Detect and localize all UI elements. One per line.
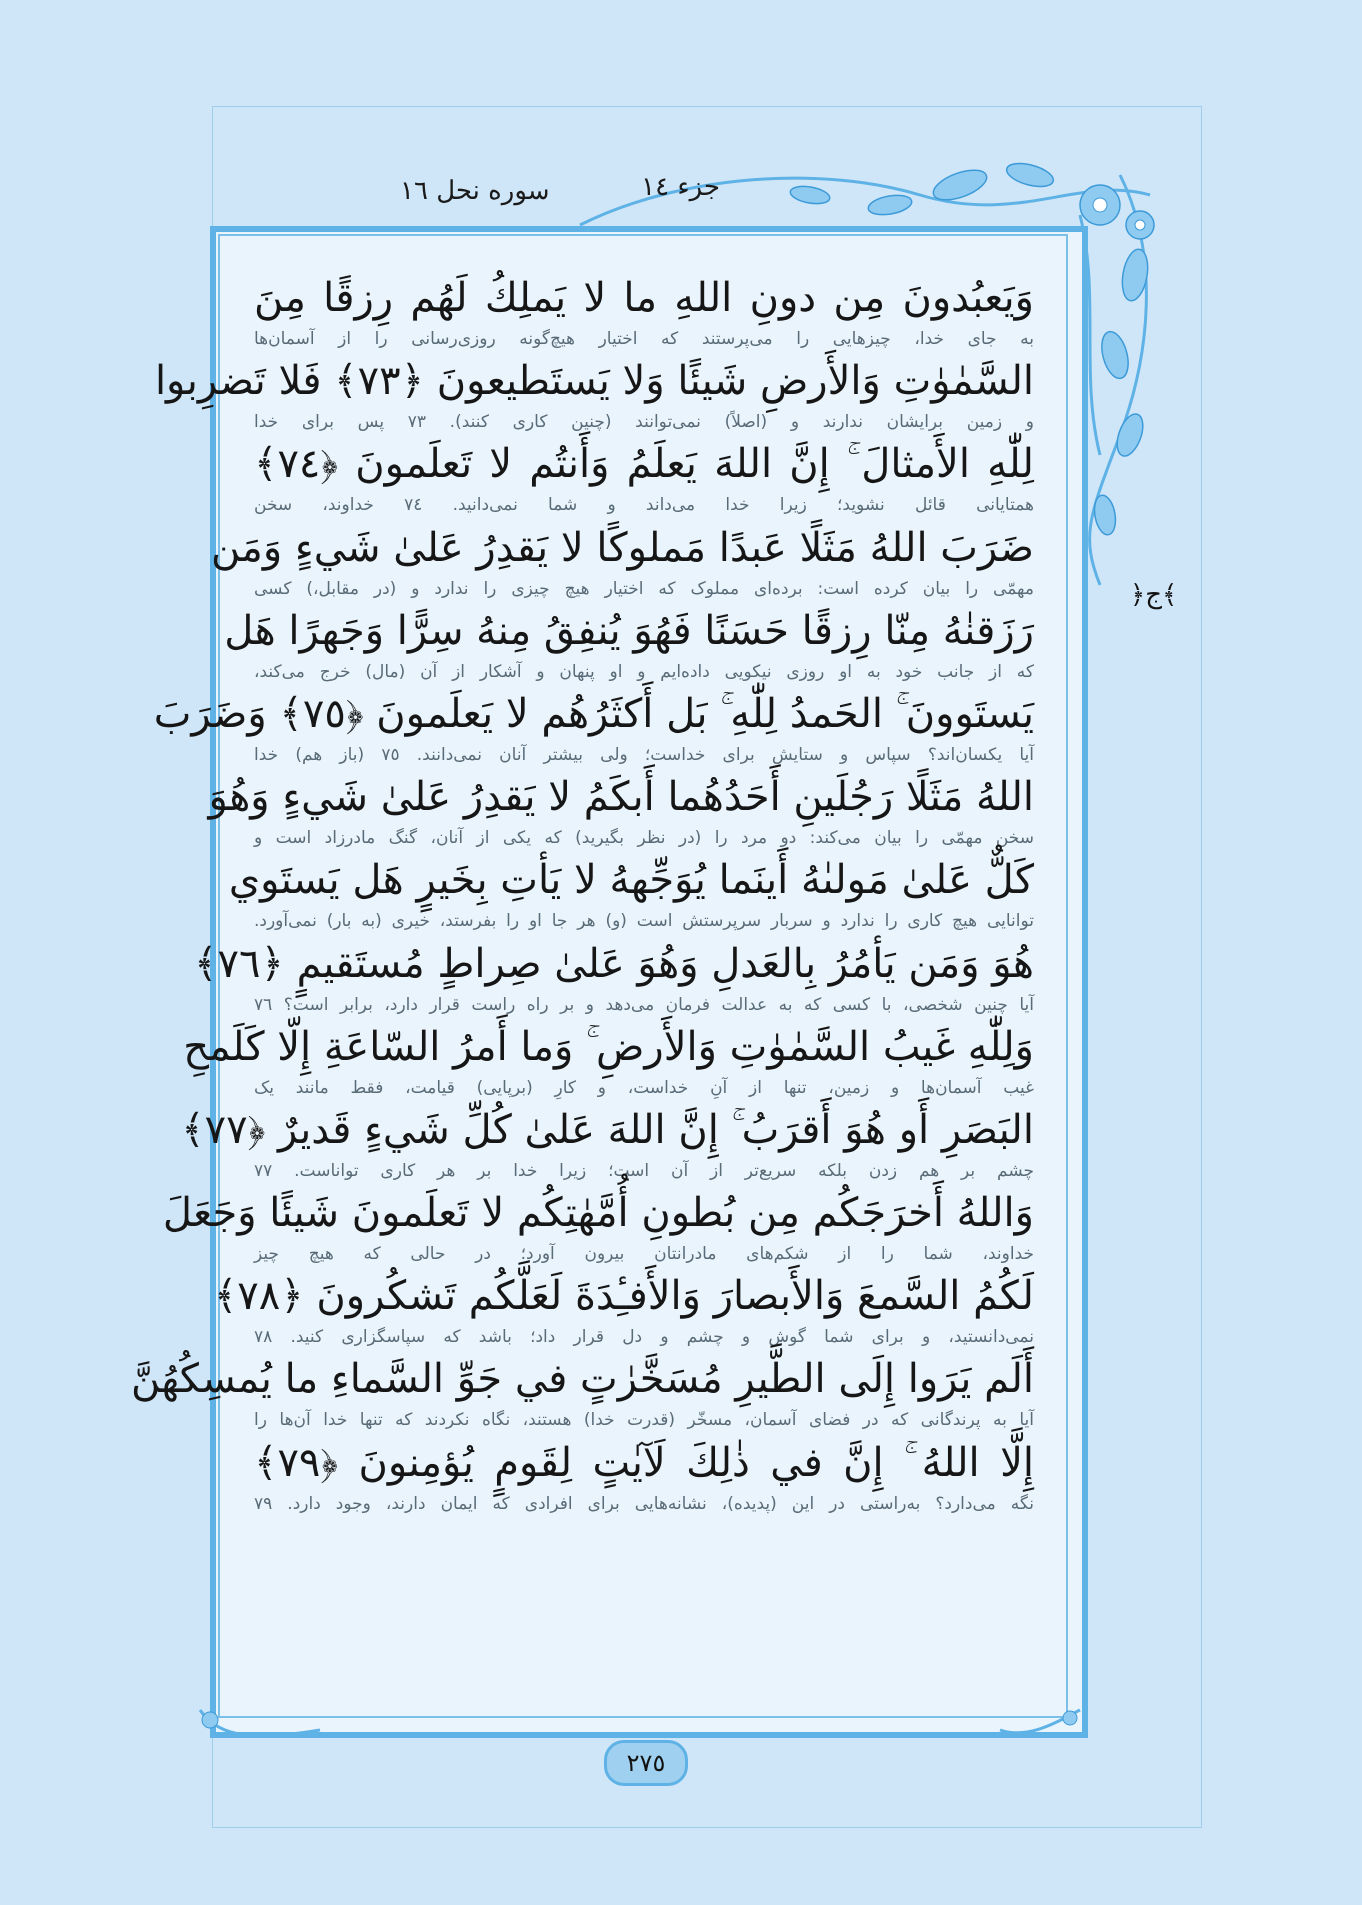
juz-section-mark: ﴿ج﴾ <box>1130 580 1178 610</box>
arabic-verse-line: يَستَوونَ ۚ الحَمدُ لِلّٰهِ ۚ بَل أَكثَرُهُم لا يَعلَمونَ ﴿٧٥﴾ وَضَرَبَ <box>153 690 1034 737</box>
persian-translation-line: مهمّی را بیان کرده است: برده‌ای مملوک که اختیار هیچ چیزی را ندارد و (در مقابل،) کسی <box>254 578 1034 599</box>
persian-translation-line: سخن مهمّی را بیان می‌کند: دو مرد را (در نظر بگیرید) که یکی از آنان، گنگ مادرزاد است و <box>254 828 1034 849</box>
persian-translation-line: آیا یکسان‌اند؟ سپاس و ستایش برای خداست؛ ولی بیشتر آنان نمی‌دانند. ٧٥ (باز هم) خدا <box>254 744 1035 765</box>
arabic-verse-line: اللهُ مَثَلًا رَجُلَينِ أَحَدُهُما أَبكَمُ لا يَقدِرُ عَلىٰ شَيءٍ وَهُوَ <box>208 774 1034 821</box>
verse-block <box>194 938 1034 1021</box>
verse-block <box>181 1104 1034 1187</box>
verse-block <box>254 272 1034 355</box>
persian-translation-line: به جای خدا، چیزهایی را می‌پرستند که اختیار هیچ‌گونه روزی‌رسانی را از آسمان‌ها <box>254 329 1034 349</box>
verse-block <box>254 1437 1034 1520</box>
arabic-verse-line: هُوَ وَمَن يَأمُرُ بِالعَدلِ وَهُوَ عَلىٰ صِراطٍ مُستَقيمٍ ﴿٧٦﴾ <box>194 940 1034 987</box>
arabic-verse-line: البَصَرِ أَو هُوَ أَقرَبُ ۚ إِنَّ اللهَ عَلىٰ كُلِّ شَيءٍ قَديرٌ ﴿٧٧﴾ <box>181 1106 1034 1153</box>
juz-label: جزء ١٤ <box>641 172 720 202</box>
page-header <box>400 172 720 216</box>
arabic-verse-line: رَزَقنٰهُ مِنّا رِزقًا حَسَنًا فَهُوَ يُنفِقُ مِنهُ سِرًّا وَجَهرًا هَل <box>224 607 1034 654</box>
persian-translation-line: که از جانب خود به او روزی نیکویی داده‌ایم و او پنهان و آشکار از آن (مال) خرج می‌کند، <box>254 661 1034 682</box>
verse-block <box>213 1270 1034 1353</box>
verse-block <box>154 355 1034 438</box>
verse-block <box>153 688 1035 771</box>
verse-block <box>162 1187 1034 1270</box>
persian-translation-line: توانایی هیچ کاری را ندارد و سربار سرپرستش است (و) هر جا او را بفرستد، خیری (به بار) نمی‌آورد. <box>254 911 1034 932</box>
arabic-verse-line: وَلِلّٰهِ غَيبُ السَّمٰوٰتِ وَالأَرضِ ۚ وَما أَمرُ السّاعَةِ إِلّا كَلَمحِ <box>183 1023 1034 1070</box>
arabic-verse-line: ضَرَبَ اللهُ مَثَلًا عَبدًا مَملوكًا لا يَقدِرُ عَلىٰ شَيءٍ وَمَن <box>210 524 1034 571</box>
persian-translation-line: آیا چنین شخصی، با کسی که به عدالت فرمان می‌دهد و بر راه راست قرار دارد، برابر است؟ ٧٦ <box>254 994 1034 1015</box>
corner-flourish-right-icon <box>990 1700 1090 1750</box>
page-number-badge: ٢٧٥ <box>604 1740 688 1786</box>
arabic-verse-line: كَلٌّ عَلىٰ مَولىٰهُ أَينَما يُوَجِّههُ لا يَأتِ بِخَيرٍ هَل يَستَوي <box>228 857 1034 904</box>
persian-translation-line: خداوند، شما را از شکم‌های مادرانتان بیرون آورد؛ در حالی که هیچ چیز <box>254 1244 1034 1265</box>
verse-block <box>130 1353 1034 1436</box>
verse-block <box>208 771 1034 854</box>
corner-flourish-left-icon <box>190 1700 330 1750</box>
persian-translation-line: آیا به پرندگانی که در فضای آسمان، مسخّر (قدرت خدا) هستند، نگاه نکردند که تنها خدا آن‌ها را <box>254 1410 1034 1431</box>
persian-translation-line: غیب آسمان‌ها و زمین، تنها از آنِ خداست، و کارِ (برپایی) قیامت، فقط مانند یک <box>254 1077 1034 1098</box>
verse-text-area <box>130 272 1035 1708</box>
arabic-verse-line: إِلَّا اللهُ ۚ إِنَّ في ذٰلِكَ لَآيٰتٍ لِقَومٍ يُؤمِنونَ ﴿٧٩﴾ <box>254 1439 1034 1486</box>
arabic-verse-line: لَكُمُ السَّمعَ وَالأَبصارَ وَالأَفـِٔدَةَ لَعَلَّكُم تَشكُرونَ ﴿٧٨﴾ <box>213 1273 1034 1320</box>
surah-label: سوره نحل ١٦ <box>400 176 550 206</box>
arabic-verse-line: وَاللهُ أَخرَجَكُم مِن بُطونِ أُمَّهٰتِكُم لا تَعلَمونَ شَيئًا وَجَعَلَ <box>162 1190 1034 1237</box>
verse-block <box>210 522 1034 605</box>
verse-block <box>224 605 1034 688</box>
persian-translation-line: و زمین برایشان ندارند و (اصلاً) نمی‌توانند (چنین کاری کنند). ٧٣ پس برای خدا <box>254 412 1034 433</box>
verse-block <box>228 854 1034 937</box>
persian-translation-line: چشم بر هم زدن بلکه سریع‌تر از آن است؛ زیرا خدا بر هر کاری تواناست. ٧٧ <box>254 1160 1034 1181</box>
verse-block <box>183 1021 1034 1104</box>
persian-translation-line: نگه می‌دارد؟ به‌راستی در این (پدیده)، نشانه‌هایی برای افرادی که ایمان دارند، وجود دارد. ٧٩ <box>254 1493 1034 1514</box>
verse-block <box>254 438 1034 521</box>
arabic-verse-line: وَيَعبُدونَ مِن دونِ اللهِ ما لا يَملِكُ لَهُم رِزقًا مِنَ <box>254 275 1034 321</box>
arabic-verse-line: السَّمٰوٰتِ وَالأَرضِ شَيئًا وَلا يَستَطيعونَ ﴿٧٣﴾ فَلا تَضرِبوا <box>154 358 1034 405</box>
persian-translation-line: همتایانی قائل نشوید؛ زیرا خدا می‌داند و شما نمی‌دانید. ٧٤ خداوند، سخن <box>254 495 1034 516</box>
arabic-verse-line: أَلَم يَرَوا إِلَى الطَّيرِ مُسَخَّرٰتٍ في جَوِّ السَّماءِ ما يُمسِكُهُنَّ <box>130 1356 1034 1403</box>
arabic-verse-line: لِلّٰهِ الأَمثالَ ۚ إِنَّ اللهَ يَعلَمُ وَأَنتُم لا تَعلَمونَ ﴿٧٤﴾ <box>254 441 1034 488</box>
persian-translation-line: نمی‌دانستید، و برای شما گوش و چشم و دل قرار داد؛ باشد که سپاسگزاری کنید. ٧٨ <box>254 1327 1034 1348</box>
